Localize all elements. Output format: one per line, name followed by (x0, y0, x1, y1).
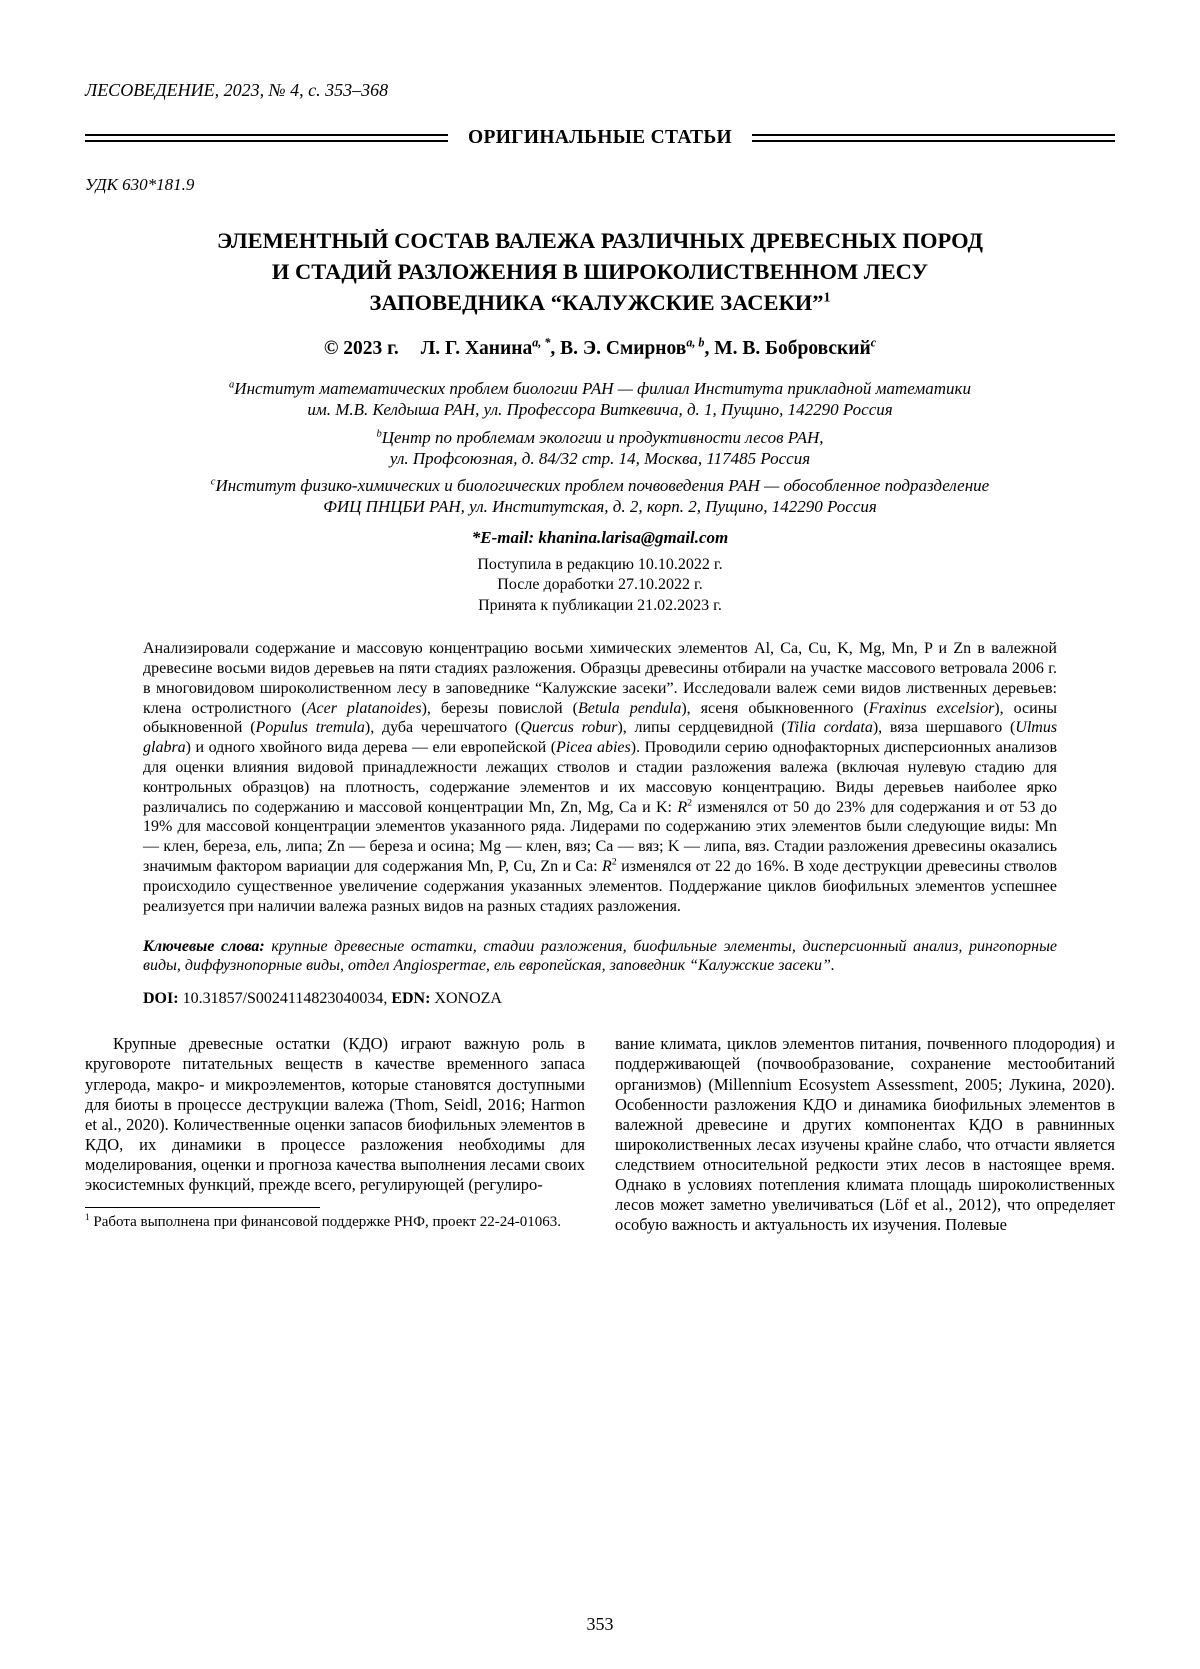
affiliation-line: $^b$Центр по проблемам экологии и продуктивности лесов РАН, (376, 427, 824, 447)
abstract: Анализировали содержание и массовую концентрацию восьми химических элементов Al, Ca, Cu, K, Mg, Mn, P и Zn в валежной древесине восьми видов деревьев на пяти стадиях разложения. Образцы древесины отбирали на участке массового ветровала 2006 г. в многовидовом широколиственном лесу в заповеднике “Калужские засеки”. Исследовали валеж семи видов лиственных деревьев: клена остролистного (Acer platanoides), березы повислой (Betula pendula), ясеня обыкновенного (Fraxinus excelsior), осины обыкновенной (Populus tremula), дуба черешчатого (Quercus robur), липы сердцевидной (Tilia cordata), вяза шершавого (Ulmus glabra) и одного хвойного вида дерева — ели европейской (Picea abies). Проводили серию однофакторных дисперсионных анализов для оценки влияния видовой принадлежности лежащих стволов и стадии разложения валежа (включая нулевую стадию для контрольных образцов) на плотность, содержание элементов и их массовую концентрацию. Виды деревьев наиболее ярко различались по содержанию и массовой концентрации Mn, Zn, Mg, Ca и K: $R^2$ изменялся от 50 до 23% для содержания и от 53 до 19% для массовой концентрации элементов указанного ряда. Лидерами по содержанию этих элементов были следующие виды: Mn — клен, береза, ель, липа; Zn — береза и осина; Mg — клен, вяз; Ca — вяз; K — липа, вяз. Стадии разложения древесины оказались значимым фактором вариации для содержания Mn, P, Cu, Zn и Ca: $R^2$ изменялся от 22 до 16%. В ходе деструкции древесины стволов происходило существенное увеличение содержания указанных элементов. Поддержание циклов биофильных элементов успешнее реализуется при наличии валежа разных видов на разных стадиях разложения. (143, 640, 1058, 915)
footnote (85, 1207, 585, 1232)
keywords: Ключевые слова: крупные древесные остатки, стадии разложения, биофильные элементы, дисперсионный анализ, рингопорные виды, диффузнопорные виды, отдел Angiospermae, ель европейская, заповедник “Калужские засеки”. (143, 937, 1058, 975)
left-column (85, 1034, 585, 1235)
affiliation-line: $^c$Институт физико-химических и биологических проблем почвоведения РАН — обособленное подразделение (210, 476, 990, 496)
date-received: Поступила в редакцию 10.10.2022 г. (477, 555, 723, 573)
footnote-rule (85, 1207, 320, 1208)
banner-rule-left (85, 134, 448, 142)
banner-rule-right (752, 134, 1115, 142)
copyright-notice: © 2023 г. (323, 338, 399, 360)
affiliation-line: им. М.В. Келдыша РАН, ул. Профессора Виткевича, д. 1, Пущино, 142290 Россия (307, 400, 893, 420)
affiliation-line: ул. Профсоюзная, д. 84/32 стр. 14, Москва, 117485 Россия (389, 448, 811, 468)
body-paragraph: вание климата, циклов элементов питания, почвенного плодородия) и поддерживающей (почвообразование, сохранение местообитаний организмов) (Millennium Ecosystem Assessment, 2005; Лукина, 2020). Особенности разложения КДО и динамика биофильных элементов в валежной древесине и других компонентах КДО в равнинных широколиственных лесах изучены крайне слабо, что отчасти является следствием относительной редкости этих лесов в настоящее время. Однако в условиях потепления климата площадь широколиственных лесов может заметно увеличиваться (Löf et al., 2012), что определяет особую важность и актуальность их изучения. Полевые (615, 1034, 1115, 1235)
corresponding-email: *E-mail: khanina.larisa@gmail.com (471, 527, 729, 547)
authors-line (85, 335, 1115, 360)
date-revised: После доработки 27.10.2022 г. (497, 576, 703, 594)
affiliations (85, 372, 1115, 518)
page-number: 353 (586, 1614, 614, 1634)
affiliation-line: ФИЦ ПНЦБИ РАН, ул. Институтская, д. 2, корп. 2, Пущино, 142290 Россия (323, 497, 877, 517)
udk-label: УДК 630*181.9 (85, 175, 195, 194)
author-names: Л. Г. Ханина$^{a, *}$, В. Э. Смирнов$^{a, b}$, М. В. Бобровский$^c$ (420, 335, 877, 360)
received-dates (85, 555, 1115, 617)
body-paragraph: Крупные древесные остатки (КДО) играют важную роль в круговороте питательных веществ в качестве временного запаса углерода, макро- и микроэлементов, которые становятся доступными для биоты в процессе деструкции валежа (Thom, Seidl, 2016; Harmon et al., 2020). Количественные оценки запасов биофильных элементов в КДО, их динамики в процессе разложения необходимы для моделирования, оценки и прогноза качества выполнения лесами своих экосистемных функций, прежде всего, регулирующей (регулиро- (85, 1034, 585, 1195)
article-title (85, 225, 1115, 318)
right-column (615, 1034, 1115, 1235)
body-columns (85, 1034, 1115, 1235)
title-line-3: ЗАПОВЕДНИКА “КАЛУЖСКИЕ ЗАСЕКИ”$^1$ (369, 290, 831, 316)
footnote-text: $^1$ Работа выполнена при финансовой поддержке РНФ, проект 22-24-01063. (85, 1213, 561, 1231)
doi-line: DOI: 10.31857/S0024114823040034, EDN: XONOZA (143, 990, 502, 1008)
date-accepted: Принята к публикации 21.02.2023 г. (478, 597, 722, 615)
section-banner (85, 127, 1115, 149)
title-line-1: ЭЛЕМЕНТНЫЙ СОСТАВ ВАЛЕЖА РАЗЛИЧНЫХ ДРЕВЕСНЫХ ПОРОД (217, 228, 983, 253)
affiliation-line: $^a$Институт математических проблем биологии РАН — филиал Института прикладной математики (229, 379, 971, 399)
section-banner-label: ОРИГИНАЛЬНЫЕ СТАТЬИ (468, 127, 732, 148)
title-line-2: И СТАДИЙ РАЗЛОЖЕНИЯ В ШИРОКОЛИСТВЕННОМ ЛЕСУ (271, 259, 929, 285)
journal-header: ЛЕСОВЕДЕНИЕ, 2023, № 4, с. 353–368 (85, 80, 389, 100)
